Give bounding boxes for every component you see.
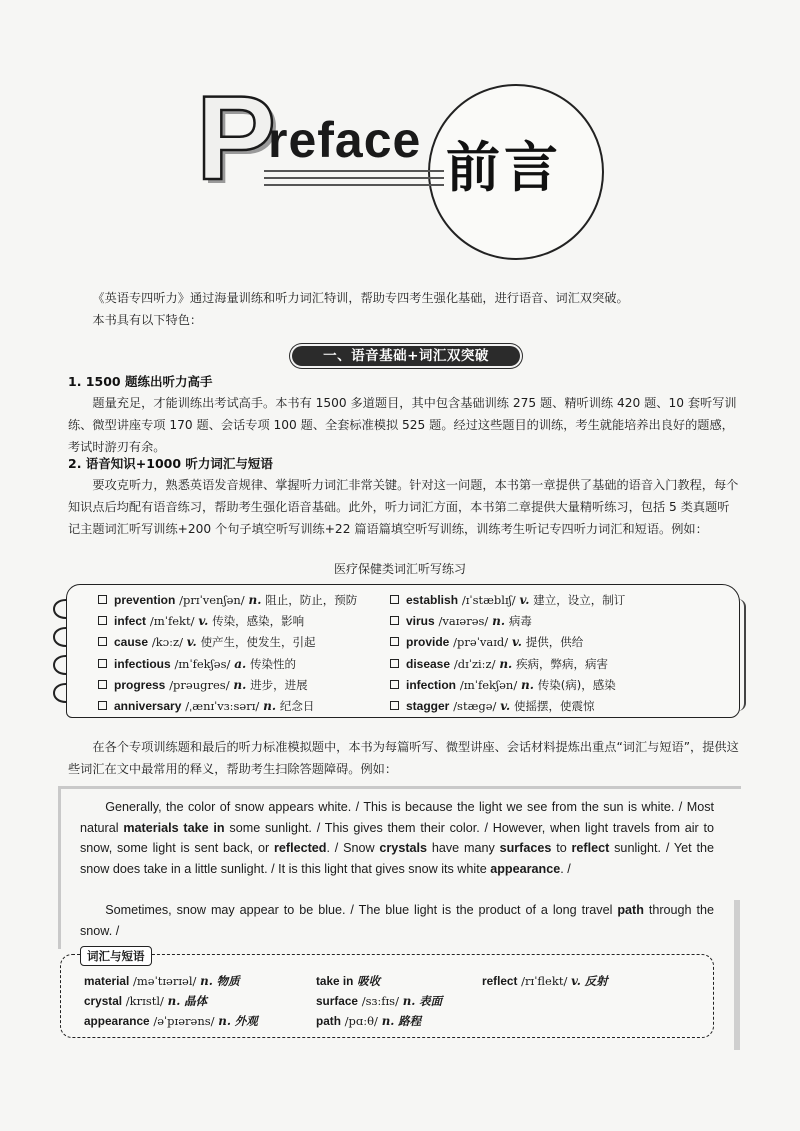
checkbox[interactable] [98, 637, 107, 646]
after-vocab-paragraph: 在各个专项训练题和最后的听力标准模拟题中，本书为每篇听写、微型讲座、会话材料提炼出重点“词汇与短语”，提供这些词汇在文中最常用的释义，帮助考生扫除答题障碍。例如： [68, 740, 739, 776]
vocab-row [98, 632, 357, 653]
vocab-pos: n. [248, 593, 262, 607]
checkbox[interactable] [390, 595, 399, 604]
vocab-pos: v. [500, 698, 511, 713]
vocab-pos: n. [263, 698, 277, 713]
title-first-letter: P [196, 71, 277, 205]
vocab-row [390, 611, 625, 632]
vocab-pos: a. [234, 656, 247, 671]
vocab-meaning: 病毒 [508, 614, 532, 629]
vocab-meaning: 进步，进展 [250, 677, 308, 692]
glossary-label: 词汇与短语 [80, 946, 152, 966]
vocab-column-right [390, 590, 625, 717]
checkbox[interactable] [98, 595, 107, 604]
title-word-rest: reface [268, 112, 422, 168]
vocab-word: virus [406, 614, 435, 629]
vocab-meaning: 阻止，防止，预防 [265, 593, 358, 607]
vocab-phonetic: /ɪnˈfekʃəs/ [174, 656, 231, 671]
keyword: take in [183, 820, 225, 835]
vocab-caption: 医疗保健类词汇听写练习 [333, 562, 466, 576]
glossary-item: material /məˈtɪərɪəl/ n. 物质 [84, 974, 240, 988]
title-decor-lines [264, 170, 444, 194]
vocab-phonetic: /stægə/ [453, 698, 497, 713]
section-banner: 一、语音基础+词汇双突破 [290, 344, 522, 368]
keyword: path [617, 903, 644, 917]
vocab-phonetic: /ɪˈstæblɪʃ/ [461, 593, 516, 607]
point1-heading: 1. 1500 题练出听力高手 [68, 374, 213, 389]
vocab-word: infection [406, 677, 456, 692]
passage-frame-shadow [734, 900, 740, 1050]
checkbox[interactable] [390, 637, 399, 646]
vocab-pos: v. [186, 635, 197, 650]
vocab-phonetic: /kɔːz/ [151, 635, 183, 650]
vocab-pos: n. [521, 677, 534, 692]
vocab-word: cause [114, 635, 149, 650]
vocab-meaning: 传染，感染，影响 [212, 614, 305, 629]
vocab-column-left [98, 590, 357, 717]
glossary-item: reflect /rɪˈflekt/ v. 反射 [482, 974, 608, 988]
vocab-meaning: 提供，供给 [525, 635, 584, 650]
keyword: reflect [571, 841, 610, 855]
vocab-meaning: 使产生，使发生，引起 [200, 635, 316, 650]
intro-line-1: 《英语专四听力》通过海量训练和听力词汇特训，帮助专四考生强化基础，进行语音、词汇双突破。 [92, 291, 629, 305]
vocab-meaning: 纪念日 [279, 698, 315, 713]
vocab-pos: v. [511, 635, 522, 650]
title-block [0, 0, 800, 290]
keyword: crystals [379, 841, 428, 855]
point2-heading: 2. 语音知识+1000 听力词汇与短语 [68, 456, 273, 471]
checkbox[interactable] [98, 680, 107, 689]
vocab-row [390, 590, 625, 611]
vocab-word: disease [406, 656, 451, 671]
binder-rings-icon [44, 592, 74, 716]
vocab-pos: n. [499, 656, 513, 671]
glossary-item: appearance /əˈpɪərəns/ n. 外观 [84, 1014, 258, 1028]
vocab-pos: n. [492, 614, 506, 629]
vocab-row [390, 675, 625, 696]
vocab-word: establish [406, 593, 459, 607]
keyword: reflected [273, 841, 327, 855]
keyword: materials [123, 820, 179, 835]
vocab-word: prevention [114, 593, 176, 607]
checkbox[interactable] [98, 616, 107, 625]
vocab-word: infect [114, 614, 147, 629]
checkbox[interactable] [390, 659, 399, 668]
vocab-phonetic: /prəˈvaɪd/ [453, 635, 509, 650]
vocab-phonetic: /ˌænɪˈvɜːsərɪ/ [185, 698, 260, 713]
vocab-word: progress [114, 677, 166, 692]
vocab-meaning: 传染(病)，感染 [537, 677, 616, 692]
vocab-word: anniversary [114, 698, 182, 713]
glossary-item: take in 吸收 [316, 974, 381, 988]
vocab-word: provide [406, 635, 450, 650]
checkbox[interactable] [390, 701, 399, 710]
vocab-pos: v. [519, 593, 530, 607]
glossary-item: surface /sɜːfɪs/ n. 表面 [316, 994, 443, 1008]
glossary-item: path /pɑːθ/ n. 路程 [316, 1014, 422, 1028]
vocab-meaning: 疾病，弊病，病害 [516, 656, 609, 671]
point1-body: 题量充足，才能训练出考试高手。本书有 1500 多道题目，其中包含基础训练 275 题、精听训练 420 题、10 套听写训练、微型讲座专项 170 题、会话专项 100 题、全套标准模拟 525 题。经过这些题目的训练，考生就能培养出良好的题感，考试时游刃有余。 [68, 396, 737, 454]
vocab-phonetic: /dɪˈziːz/ [453, 656, 496, 671]
checkbox[interactable] [390, 616, 399, 625]
keyword: surfaces [499, 841, 552, 855]
vocab-row [390, 654, 625, 675]
vocab-meaning: 使摇摆，使震惊 [514, 698, 595, 713]
vocab-word: stagger [406, 698, 450, 713]
vocab-phonetic: /ɪnˈfekt/ [149, 614, 195, 629]
keyword: appearance [490, 861, 561, 876]
vocab-word: infectious [114, 656, 171, 671]
vocab-phonetic: /prəugres/ [169, 677, 230, 692]
vocab-row [98, 654, 357, 675]
vocab-row [98, 696, 357, 717]
title-chinese: 前言 [446, 136, 562, 199]
vocab-phonetic: /prɪˈvenʃən/ [179, 593, 245, 607]
intro-line-2: 本书具有以下特色： [92, 313, 203, 327]
point2-body: 要攻克听力，熟悉英语发音规律、掌握听力词汇非常关键。针对这一问题，本书第一章提供了基础的语音入门教程，每个知识点后均配有语音练习，帮助考生强化语音基础。此外，听力词汇方面，本书第二章提供大量精听练习，包括 5 类真题听记主题词汇听写训练+200 个句子填空听写训练+22 篇语篇填空听写训练，训练考生听记专四听力词汇和短语。例如： [68, 478, 739, 536]
vocab-meaning: 传染性的 [249, 656, 296, 671]
vocab-row [390, 696, 625, 717]
vocab-pos: v. [198, 614, 209, 629]
checkbox[interactable] [98, 659, 107, 668]
vocab-row [98, 590, 357, 611]
vocab-phonetic: /vaɪərəs/ [438, 614, 489, 629]
vocab-pos: n. [233, 677, 247, 692]
passage-paragraph-2: Sometimes, snow may appear to be blue. / The blue light is the product of a long travel path through the snow. / [80, 903, 714, 938]
checkbox[interactable] [390, 680, 399, 689]
checkbox[interactable] [98, 701, 107, 710]
vocab-phonetic: /ɪnˈfekʃən/ [459, 677, 518, 692]
vocab-meaning: 建立，设立，制订 [533, 593, 626, 607]
vocab-row [98, 675, 357, 696]
glossary-item: crystal /krɪstl/ n. 晶体 [84, 994, 208, 1008]
vocab-row [98, 611, 357, 632]
passage-paragraph-1: Generally, the color of snow appears white. / This is because the light we see from the sun is white. / Most natural materials take in some sunlight. / This gives them their color. / However, when light travels from air to snow, some light is sent back, or reflected. / Snow crystals have many surfaces to reflect sunlight. / Yet the snow does take in a little sunlight. / It is this light that gives snow its white appearance. / [80, 800, 715, 876]
vocab-row [390, 632, 625, 653]
